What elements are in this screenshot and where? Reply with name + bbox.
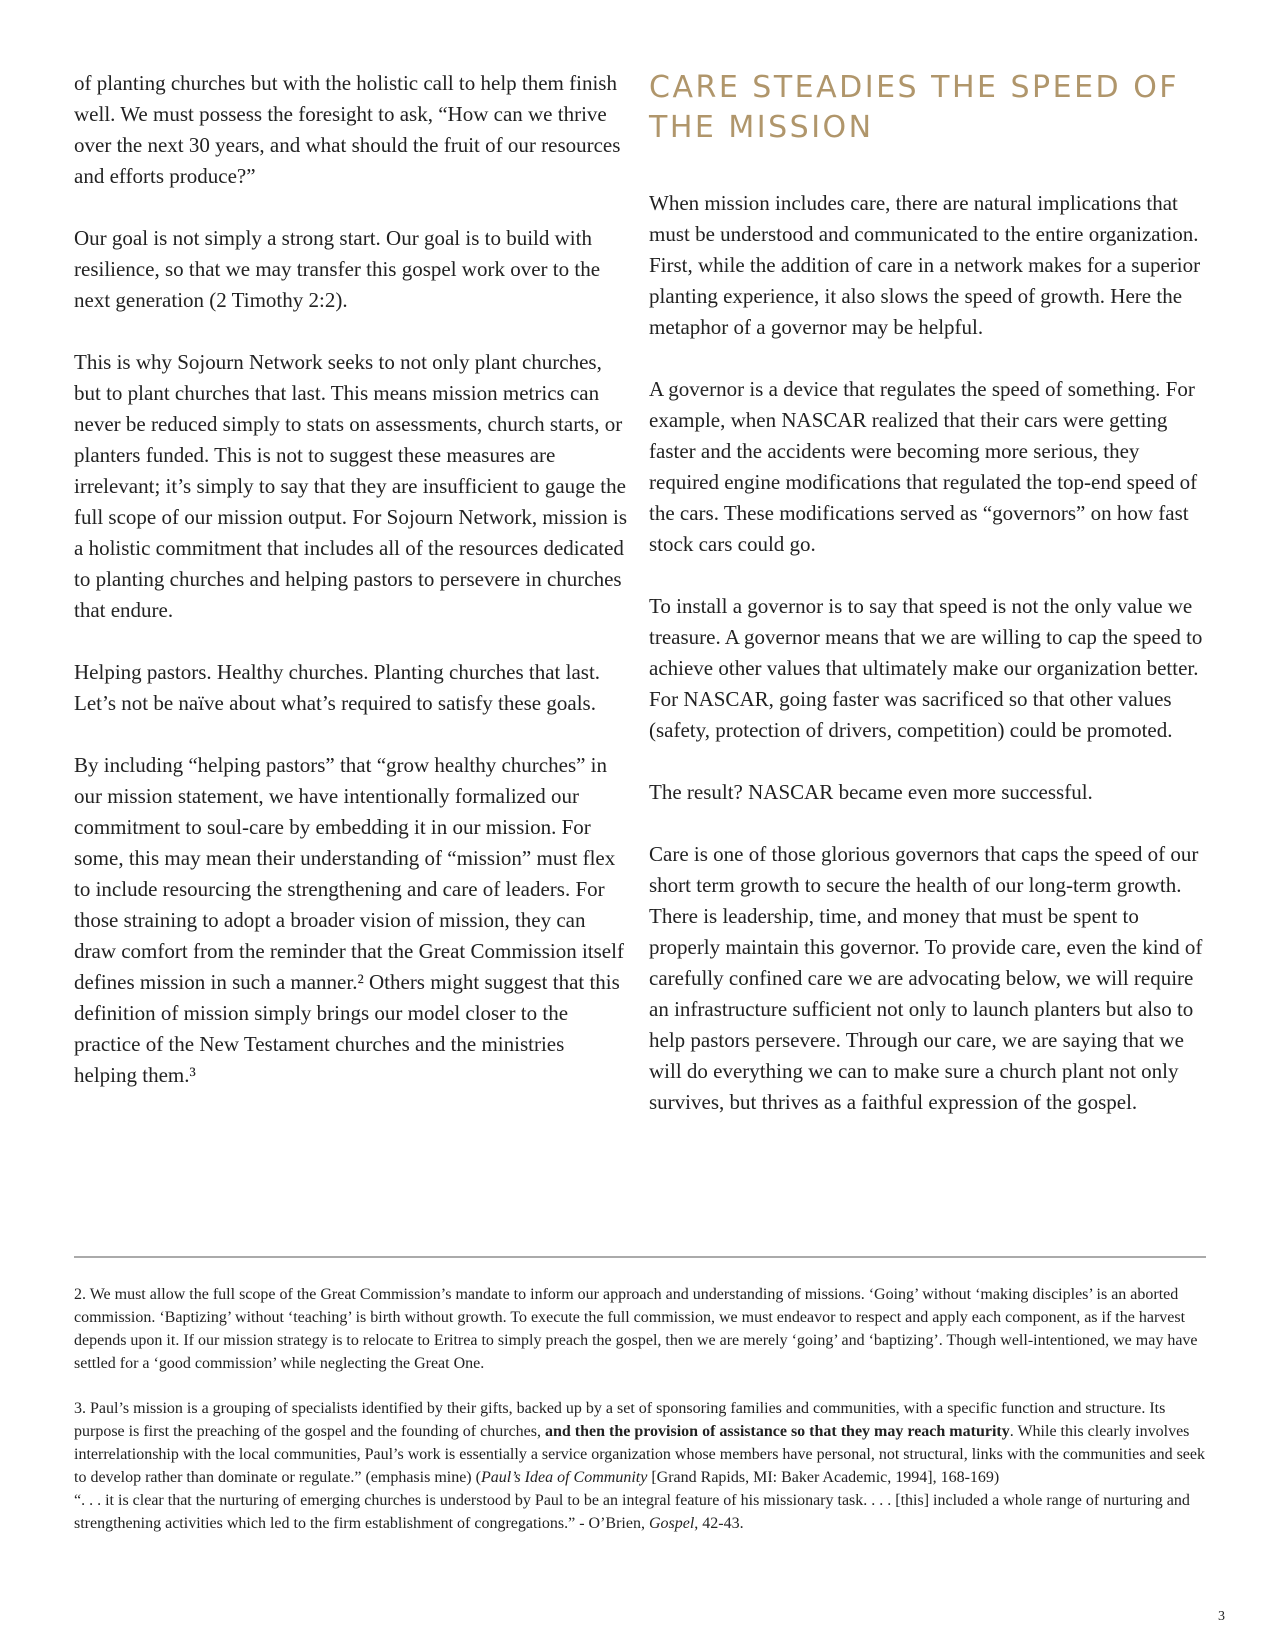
footnote-divider: [74, 1256, 1206, 1258]
body-paragraph: This is why Sojourn Network seeks to not only plant churches, but to plant churches that last. This means mission metrics can never be reduced simply to stats on assessments, church starts, or planters funded. This is not to suggest these measures are irrelevant; it’s simply to say that they are insufficient to gauge the full scope of our mission output. For Sojourn Network, mission is a holistic commitment that includes all of the resources dedicated to planting churches and helping pastors to persevere in churches that endure.: [74, 350, 627, 622]
body-paragraph: The result? NASCAR became even more successful.: [649, 780, 1093, 804]
page-number: 3: [1218, 1609, 1225, 1624]
footnote-2: 2. We must allow the full scope of the Great Commission’s mandate to inform our approach and understanding of missions. ‘Going’ without ‘making disciples’ is an aborted commission. ‘Baptizing’ without ‘teaching’ is birth without growth. To execute the full commission, we must endeavor to respect and apply each component, as if the harvest depends upon it. If our mission strategy is to relocate to Eritrea to simply preach the gospel, then we are merely ‘going’ and ‘baptizing’. Though well-intentioned, we may have settled for a ‘good commission’ while neglecting the Great One.: [74, 1286, 1198, 1372]
body-paragraph: of planting churches but with the holistic call to help them finish well. We must possess the foresight to ask, “How can we thrive over the next 30 years, and what should the fruit of our resources and efforts produce?”: [74, 71, 621, 188]
body-paragraph: A governor is a device that regulates the speed of something. For example, when NASCAR realized that their cars were getting faster and the accidents were becoming more serious, they required engine modifications that regulated the top-end speed of the cars. These modifications served as “governors” on how fast stock cars could go.: [649, 377, 1198, 556]
quote-text: , 42-43.: [694, 1515, 744, 1532]
body-paragraph: By including “helping pastors” that “grow healthy churches” in our mission statement, we have intentionally formalized our commitment to soul-care by embedding it in our mission. For some, this may mean their understanding of “mission” must flex to include resourcing the strengthening and care of leaders. For those straining to adopt a broader vision of mission, they can draw comfort from the reminder that the Great Commission itself defines mission in such a manner.² Others might suggest that this definition of mission simply brings our model closer to the practice of the New Testament churches and the ministries helping them.³: [74, 753, 624, 1087]
footnote-text: [Grand Rapids, MI: Baker Academic, 1994], 168-169): [647, 1469, 1000, 1486]
footnote-emphasis: and then the provision of assistance so that they may reach maturity: [544, 1423, 1010, 1440]
book-title: Paul’s Idea of Community: [480, 1469, 648, 1486]
footnotes: [74, 1283, 1206, 1557]
body-paragraph: Our goal is not simply a strong start. Our goal is to build with resilience, so that we may transfer this gospel work over to the next generation (2 Timothy 2:2).: [74, 226, 601, 312]
body-paragraph: Care is one of those glorious governors that caps the speed of our short term growth to secure the health of our long-term growth. There is leadership, time, and money that must be spent to properly maintain this governor. To provide care, even the kind of carefully confined care we are advocating below, we will require an infrastructure sufficient not only to launch planters but also to help pastors persevere. Through our care, we are saying that we will do everything we can to make sure a church plant not only survives, but thrives as a faithful expression of the gospel.: [649, 842, 1203, 1114]
footnote-text: 3. Paul’s mission is a grouping of specialists identified by their gifts, backed up by a set of sponsoring families and communities, with a specific function and structure. Its purpose is first the preaching of the gospel and the founding of churches,: [74, 1400, 1166, 1440]
body-paragraph: Helping pastors. Healthy churches. Planting churches that last. Let’s not be naïve about what’s required to satisfy these goals.: [74, 660, 601, 715]
body-paragraph: To install a governor is to say that speed is not the only value we treasure. A governor means that we are willing to cap the speed to achieve other values that ultimately make our organization better. For NASCAR, going faster was sacrificed so that other values (safety, protection of drivers, competition) could be promoted.: [649, 594, 1203, 742]
footnote-quote: [74, 1489, 1206, 1535]
right-column: [649, 68, 1205, 1149]
left-column: [74, 68, 630, 1122]
section-heading: CARE STEADIES THE SPEED OF THE MISSION: [649, 70, 1180, 145]
quote-text: “. . . it is clear that the nurturing of emerging churches is understood by Paul to be an integral feature of his missionary task. . . . [this] included a whole range of nurturing and strengthening activities which led to the firm establishment of congregations.” - O’Brien,: [74, 1492, 1190, 1532]
book-title: Gospel: [648, 1515, 695, 1532]
footnote-3: [74, 1397, 1206, 1535]
footnote-text: . While this clearly involves interrelationship with the local communities, Paul’s work is essentially a service organization whose members have personal, not structural, links with the communities and seek to develop rather than dominate or regulate.” (emphasis mine) (: [74, 1423, 1205, 1486]
body-paragraph: When mission includes care, there are natural implications that must be understood and communicated to the entire organization. First, while the addition of care in a network makes for a superior planting experience, it also slows the speed of growth. Here the metaphor of a governor may be helpful.: [649, 191, 1201, 339]
